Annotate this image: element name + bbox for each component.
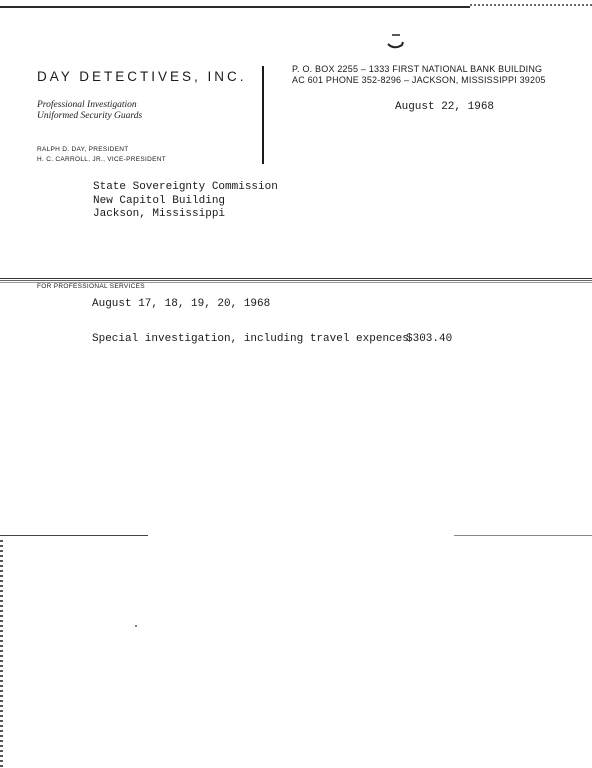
address-line-2: AC 601 PHONE 352-8296 – JACKSON, MISSISSIPPI 39205 bbox=[292, 75, 546, 85]
line-item-description: Special investigation, including travel expences bbox=[92, 333, 409, 345]
tagline-investigation: Professional Investigation bbox=[37, 100, 137, 110]
scan-left-edge bbox=[0, 540, 3, 768]
officer-president: RALPH D. DAY, PRESIDENT bbox=[37, 146, 129, 153]
officer-vice-president: H. C. CARROLL, JR., VICE-PRESIDENT bbox=[37, 156, 167, 163]
section-rule bbox=[0, 280, 592, 281]
section-rule bbox=[0, 278, 592, 279]
scan-top-rule bbox=[0, 6, 470, 8]
tagline-security: Uniformed Security Guards bbox=[37, 111, 143, 121]
address-line-1: P. O. BOX 2255 – 1333 FIRST NATIONAL BANK BUILDING bbox=[292, 64, 543, 74]
recipient-line-3: Jackson, Mississippi bbox=[93, 208, 226, 220]
handwritten-mark bbox=[384, 32, 408, 57]
scan-speck bbox=[135, 625, 137, 627]
invoice-date: August 22, 1968 bbox=[395, 101, 495, 113]
recipient-line-2: New Capitol Building bbox=[93, 195, 226, 207]
service-dates: August 17, 18, 19, 20, 1968 bbox=[92, 298, 271, 310]
section-label: FOR PROFESSIONAL SERVICES bbox=[37, 283, 145, 290]
line-item-amount: $303.40 bbox=[406, 333, 453, 345]
scan-bottom-rule bbox=[0, 535, 148, 536]
company-name: DAY DETECTIVES, INC. bbox=[37, 69, 247, 84]
letterhead-divider bbox=[262, 66, 264, 164]
scan-bottom-rule bbox=[454, 535, 592, 536]
recipient-line-1: State Sovereignty Commission bbox=[93, 181, 278, 193]
scan-top-dots bbox=[470, 4, 592, 6]
